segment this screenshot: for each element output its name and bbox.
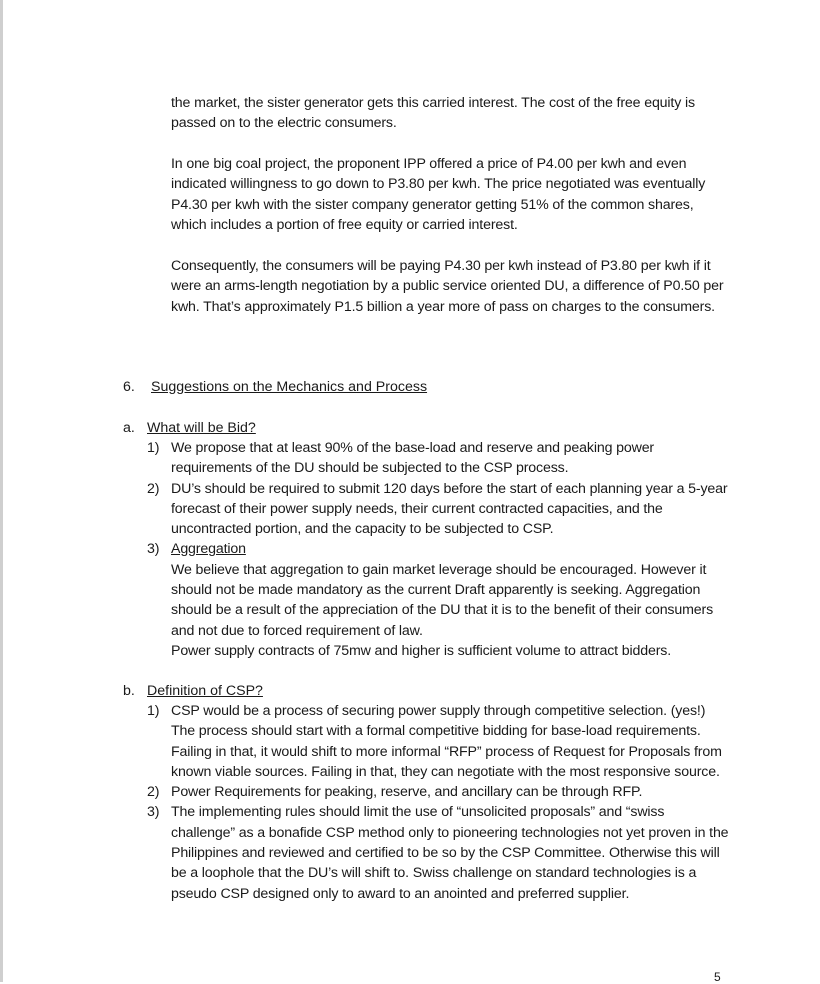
- list-item: [147, 438, 732, 479]
- list-item-text: We believe that aggregation to gain market leverage should be encouraged. However it should not be made mandatory as the current Draft apparently is seeking. Aggregation should be a result of the appreciation of the DU that it is to the benefit of their consumers and not due to forced requirement of law.: [171, 561, 714, 639]
- list-item: [147, 782, 732, 802]
- aggregation-heading: Aggregation: [171, 541, 246, 558]
- list-marker: 2): [147, 784, 160, 801]
- section-a-marker: a.: [123, 420, 135, 436]
- list-item: [147, 802, 732, 903]
- section-b-marker: b.: [123, 683, 135, 699]
- section-6-number: 6.: [123, 379, 135, 395]
- paragraph-coal-project: In one big coal project, the proponent IPP offered a price of P4.00 per kwh and even indicated willingness to go down to P3.80 per kwh. The price negotiated was eventually P4.30 per kwh with the sister company generator getting 51% of the common shares, which includes a portion of free equity or carried interest.: [171, 156, 706, 233]
- list-item-text: The implementing rules should limit the use of “unsolicited proposals” and “swiss challenge” as a bonafide CSP method only to pioneering technologies not yet proven in the Philippines and reviewed and certified to be so by the CSP Committee. Otherwise this will be a loophole that the DU’s will shift to. Swiss challenge on standard technologies is a pseudo CSP designed only to award to an anointed and preferred supplier.: [171, 804, 729, 902]
- list-item-text: DU’s should be required to submit 120 days before the start of each planning year a 5-year forecast of their power supply needs, their current contracted capacities, and the uncontracted portion, and the capacity to be subjected to CSP.: [171, 480, 728, 538]
- section-a-list: [147, 438, 732, 661]
- list-item: [147, 701, 732, 782]
- list-marker: 3): [147, 541, 160, 558]
- list-marker: 2): [147, 480, 160, 497]
- section-b-list: [147, 701, 732, 904]
- list-item-text: Power supply contracts of 75mw and higher is sufficient volume to attract bidders.: [171, 642, 672, 659]
- page-number: 5: [714, 970, 721, 984]
- paragraph-consequently: Consequently, the consumers will be paying P4.30 per kwh instead of P3.80 per kwh if it were an arms-length negotiation by a public service oriented DU, a difference of P0.50 per kwh. That’s approximately P1.5 billion a year more of pass on charges to the consumers.: [171, 258, 724, 315]
- section-b-title: Definition of CSP?: [147, 683, 263, 699]
- list-item-text: Power Requirements for peaking, reserve, and ancillary can be through RFP.: [171, 784, 643, 801]
- paragraph-carried-interest: the market, the sister generator gets this carried interest. The cost of the free equity is passed on to the electric consumers.: [171, 95, 695, 132]
- section-a-title: What will be Bid?: [147, 420, 256, 436]
- list-item-text: We propose that at least 90% of the base-load and reserve and peaking power requirements of the DU should be subjected to the CSP process.: [171, 440, 655, 477]
- section-6-title: Suggestions on the Mechanics and Process: [151, 379, 428, 395]
- list-item: [147, 479, 732, 540]
- list-marker: 3): [147, 804, 160, 821]
- list-item-text: CSP would be a process of securing power supply through competitive selection. (yes!) The process should start with a formal competitive bidding for base-load requirements. Failing in that, it would shift to more informal “RFP” process of Request for Proposals from known viable sources. Failing in that, they can negotiate with the most responsive source.: [171, 703, 722, 780]
- list-marker: 1): [147, 703, 160, 719]
- list-marker: 1): [147, 440, 160, 456]
- list-item: [147, 539, 732, 661]
